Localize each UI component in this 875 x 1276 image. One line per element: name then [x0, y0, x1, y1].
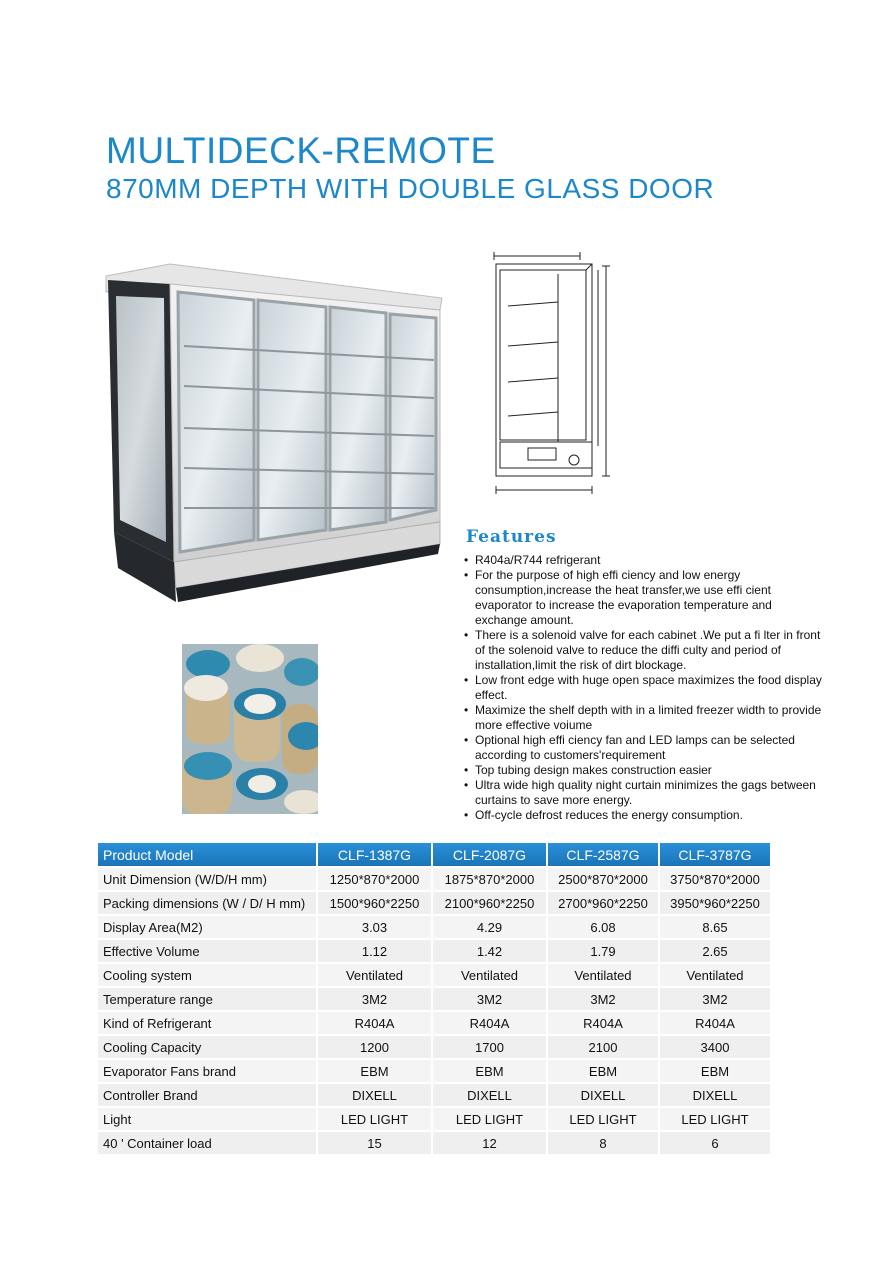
page-title: MULTIDECK-REMOTE — [106, 130, 496, 171]
spec-value-cell: EBM — [548, 1060, 658, 1082]
spec-value-cell: 8 — [548, 1132, 658, 1154]
feature-item: • There is a solenoid valve for each cabinet .We put a fi lter in front of the solenoid valve to reduce the diffi culty and period of installation,limit the risk of dirt blockage. — [462, 628, 822, 673]
spec-label-cell: Controller Brand — [98, 1084, 316, 1106]
spec-value-cell: EBM — [433, 1060, 546, 1082]
table-row — [98, 988, 770, 1010]
spec-value-cell: EBM — [318, 1060, 431, 1082]
spec-value-cell: 3400 — [660, 1036, 770, 1058]
header-model: CLF-2087G — [433, 843, 546, 866]
features-heading: Features — [466, 527, 557, 547]
spec-value-cell: 15 — [318, 1132, 431, 1154]
spec-label-cell: Cooling Capacity — [98, 1036, 316, 1058]
spec-label-cell: Effective Volume — [98, 940, 316, 962]
spec-label-cell: Kind of Refrigerant — [98, 1012, 316, 1034]
spec-value-cell: 3950*960*2250 — [660, 892, 770, 914]
spec-value-cell: 3M2 — [433, 988, 546, 1010]
spec-label-cell: Display Area(M2) — [98, 916, 316, 938]
spec-value-cell: LED LIGHT — [548, 1108, 658, 1130]
table-row — [98, 892, 770, 914]
feature-item: • Low front edge with huge open space maximizes the food display effect. — [462, 673, 822, 703]
spec-value-cell: 3M2 — [660, 988, 770, 1010]
spec-value-cell: 1.12 — [318, 940, 431, 962]
spec-value-cell: EBM — [660, 1060, 770, 1082]
cross-section-drawing — [488, 246, 616, 500]
table-row — [98, 964, 770, 986]
spec-value-cell: LED LIGHT — [660, 1108, 770, 1130]
spec-value-cell: 3750*870*2000 — [660, 868, 770, 890]
spec-value-cell: Ventilated — [433, 964, 546, 986]
spec-table-body — [98, 868, 770, 1154]
spec-label-cell: Evaporator Fans brand — [98, 1060, 316, 1082]
spec-value-cell: 3M2 — [318, 988, 431, 1010]
spec-value-cell: DIXELL — [548, 1084, 658, 1106]
table-row — [98, 1012, 770, 1034]
features-list — [462, 553, 822, 823]
spec-value-cell: 8.65 — [660, 916, 770, 938]
spec-value-cell: 6.08 — [548, 916, 658, 938]
header-model: CLF-2587G — [548, 843, 658, 866]
spec-value-cell: 4.29 — [433, 916, 546, 938]
feature-item: • Ultra wide high quality night curtain minimizes the gags between curtains to save more energy. — [462, 778, 822, 808]
table-row — [98, 916, 770, 938]
spec-value-cell: DIXELL — [660, 1084, 770, 1106]
fridge-product-image — [104, 262, 444, 614]
spec-header-row — [98, 843, 770, 866]
spec-label-cell: Temperature range — [98, 988, 316, 1010]
spec-value-cell: 2100*960*2250 — [433, 892, 546, 914]
jars-product-image — [182, 644, 318, 814]
feature-item: • R404a/R744 refrigerant — [462, 553, 822, 568]
spec-value-cell: 2100 — [548, 1036, 658, 1058]
spec-value-cell: R404A — [548, 1012, 658, 1034]
spec-value-cell: 6 — [660, 1132, 770, 1154]
spec-label-cell: Packing dimensions (W / D/ H mm) — [98, 892, 316, 914]
spec-value-cell: Ventilated — [318, 964, 431, 986]
spec-value-cell: Ventilated — [660, 964, 770, 986]
feature-item: • Off-cycle defrost reduces the energy consumption. — [462, 808, 822, 823]
spec-value-cell: 1200 — [318, 1036, 431, 1058]
spec-label-cell: Cooling system — [98, 964, 316, 986]
page-subtitle: 870MM DEPTH WITH DOUBLE GLASS DOOR — [106, 173, 715, 204]
spec-value-cell: R404A — [660, 1012, 770, 1034]
spec-value-cell: 1500*960*2250 — [318, 892, 431, 914]
feature-item: • Maximize the shelf depth with in a limited freezer width to provide more effective voiume — [462, 703, 822, 733]
header-product-model: Product Model — [98, 843, 316, 866]
spec-label-cell: Unit Dimension (W/D/H mm) — [98, 868, 316, 890]
feature-item: • Top tubing design makes construction easier — [462, 763, 822, 778]
table-row — [98, 868, 770, 890]
table-row — [98, 1108, 770, 1130]
spec-value-cell: LED LIGHT — [433, 1108, 546, 1130]
spec-value-cell: 1250*870*2000 — [318, 868, 431, 890]
table-row — [98, 1060, 770, 1082]
spec-value-cell: R404A — [433, 1012, 546, 1034]
spec-value-cell: 3.03 — [318, 916, 431, 938]
spec-value-cell: 1.79 — [548, 940, 658, 962]
spec-table — [96, 841, 772, 1156]
spec-value-cell: 1700 — [433, 1036, 546, 1058]
spec-value-cell: R404A — [318, 1012, 431, 1034]
spec-value-cell: 2.65 — [660, 940, 770, 962]
spec-value-cell: 3M2 — [548, 988, 658, 1010]
spec-value-cell: DIXELL — [433, 1084, 546, 1106]
spec-value-cell: DIXELL — [318, 1084, 431, 1106]
table-row — [98, 1036, 770, 1058]
spec-value-cell: 1875*870*2000 — [433, 868, 546, 890]
table-row — [98, 1132, 770, 1154]
feature-item: • For the purpose of high effi ciency and low energy consumption,increase the heat transfer,we use effi cient evaporator to increase the evaporation temperature and exchange amount. — [462, 568, 822, 628]
spec-value-cell: 1.42 — [433, 940, 546, 962]
header-model: CLF-1387G — [318, 843, 431, 866]
spec-value-cell: LED LIGHT — [318, 1108, 431, 1130]
spec-label-cell: 40 ' Container load — [98, 1132, 316, 1154]
header-model: CLF-3787G — [660, 843, 770, 866]
table-row — [98, 1084, 770, 1106]
table-row — [98, 940, 770, 962]
spec-value-cell: 12 — [433, 1132, 546, 1154]
spec-value-cell: Ventilated — [548, 964, 658, 986]
spec-value-cell: 2500*870*2000 — [548, 868, 658, 890]
spec-label-cell: Light — [98, 1108, 316, 1130]
feature-item: • Optional high effi ciency fan and LED lamps can be selected according to customers'requirement — [462, 733, 822, 763]
spec-value-cell: 2700*960*2250 — [548, 892, 658, 914]
